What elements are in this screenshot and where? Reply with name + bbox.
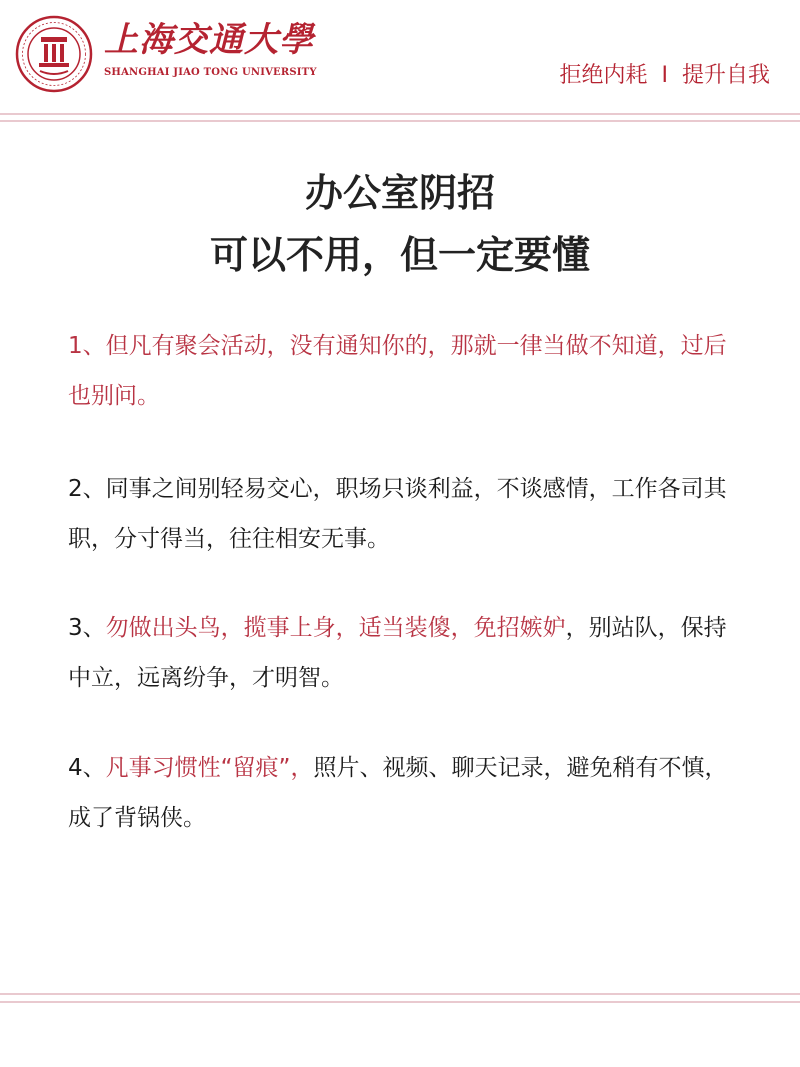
item-3-prefix: 3、 bbox=[68, 615, 106, 641]
list-item-1 bbox=[68, 321, 740, 421]
title-line-1: 办公室阴招 bbox=[304, 171, 495, 215]
header-divider-top bbox=[0, 113, 800, 115]
list-item-3 bbox=[68, 603, 740, 703]
item-4-highlight: 凡事习惯性“留痕”， bbox=[105, 755, 314, 781]
list-item-4 bbox=[68, 743, 740, 843]
item-4-prefix: 4、 bbox=[68, 755, 106, 781]
header bbox=[0, 0, 800, 112]
university-name-en: SHANGHAI JIAO TONG UNIVERSITY bbox=[104, 67, 317, 78]
footer-divider-top bbox=[0, 993, 800, 995]
slogan bbox=[559, 60, 770, 92]
university-seal-logo bbox=[15, 15, 93, 93]
header-divider-bottom bbox=[0, 120, 800, 122]
item-3-highlight: 勿做出头鸟，揽事上身，适当装傻，免招嫉妒 bbox=[105, 615, 566, 641]
item-2-prefix: 2、同事之间别轻易交心，职场只谈利益，不谈感情，工作各司其职，分寸得当，往往相安无事。 bbox=[68, 476, 727, 552]
slogan-separator: I bbox=[661, 63, 668, 88]
list-item-2 bbox=[68, 464, 740, 564]
footer-divider-bottom bbox=[0, 1001, 800, 1003]
page-title bbox=[0, 162, 800, 286]
university-name-cn: 上海交通大學 bbox=[104, 20, 314, 60]
item-3-rest: ，别站队，保持中立，远离纷争，才明智。 bbox=[68, 615, 727, 691]
title-line-2: 可以不用，但一定要懂 bbox=[209, 233, 590, 277]
slogan-left: 拒绝内耗 bbox=[559, 63, 648, 88]
item-4-rest: 照片、视频、聊天记录，避免稍有不慎，成了背锅侠。 bbox=[68, 755, 728, 831]
item-1-highlight: 1、但凡有聚会活动，没有通知你的，那就一律当做不知道，过后也别问。 bbox=[68, 333, 727, 409]
slogan-right: 提升自我 bbox=[681, 63, 770, 88]
